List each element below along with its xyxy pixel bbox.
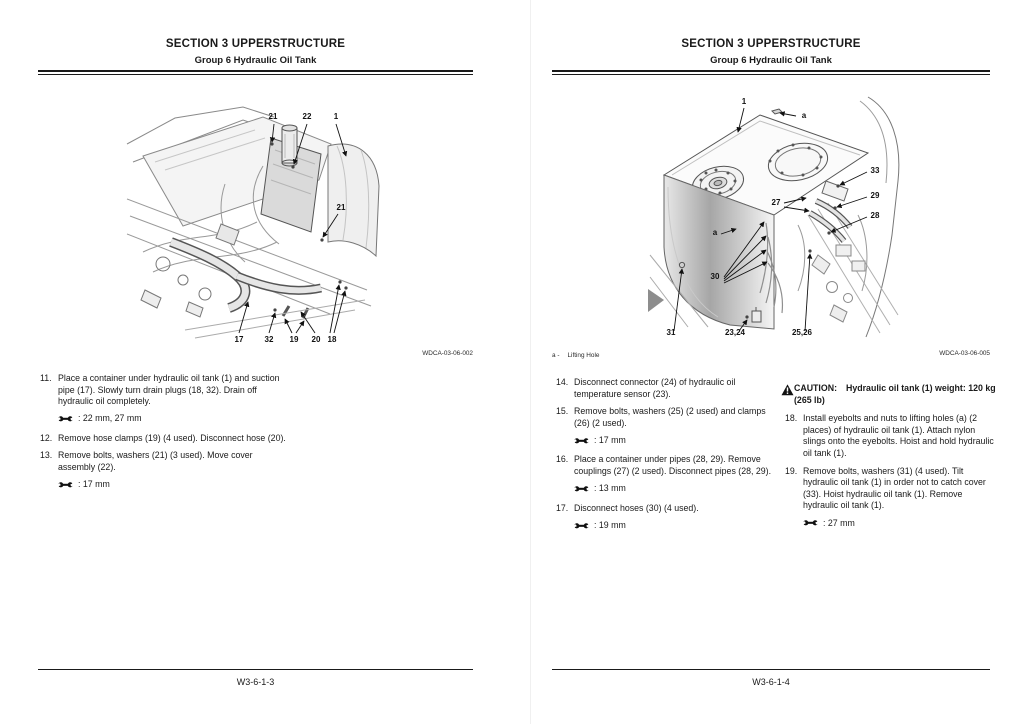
wrench-icon	[803, 519, 818, 527]
right-header-rule	[552, 70, 990, 75]
callout-label: 31	[666, 328, 676, 337]
right-page-steps-col2	[785, 383, 997, 537]
caution-text: Hydraulic oil tank (1) weight: 120 kg (265 lb)	[794, 383, 996, 405]
left-header-rule	[38, 70, 473, 75]
callout-label: 19	[289, 335, 299, 344]
caution-label: CAUTION:	[794, 383, 838, 393]
step-text: Disconnect connector (24) of hydraulic oil temperature sensor (23).	[574, 377, 736, 399]
step-text: Place a container under pipes (28, 29). Remove couplings (27) (2 used). Disconnect pipes (28, 29).	[574, 454, 772, 476]
callout-label: 22	[302, 112, 312, 121]
left-page-group-title: Group 6 Hydraulic Oil Tank	[194, 55, 317, 66]
step-text: Remove bolts, washers (31) (4 used). Tilt hydraulic oil tank (1) in order not to catch cover (33). Hoist hydraulic oil tank (1). Remove hydraulic oil tank (1).	[803, 465, 986, 511]
step-text: Install eyebolts and nuts to lifting holes (a) (2 places) of hydraulic oil tank (1). Attach nylon slings onto the eyebolts. Hoist and hold hydraulic oil tank (1).	[803, 413, 994, 458]
tool-size-row	[574, 484, 778, 495]
tool-size-text: : 17 mm	[78, 479, 110, 490]
callout-label: 18	[327, 335, 337, 344]
callout-label: 30	[710, 272, 720, 281]
left-footer-rule	[38, 669, 473, 670]
callout-label: 29	[870, 191, 880, 200]
right-figure-code: WDCA-03-06-005	[939, 350, 990, 357]
step-number: 17.	[556, 502, 569, 513]
callout-label: 32	[264, 335, 274, 344]
step-18	[785, 413, 997, 459]
right-figure	[648, 95, 908, 345]
tool-size-text: : 19 mm	[594, 519, 626, 530]
right-page-number: W3-6-1-4	[752, 677, 790, 687]
tool-size-text: : 17 mm	[594, 435, 626, 446]
legend-key: a -	[552, 352, 560, 359]
step-number: 12.	[40, 432, 53, 443]
callout-label: 17	[234, 335, 244, 344]
callout-label: 25,26	[791, 328, 813, 337]
legend-value: Lifting Hole	[567, 352, 600, 359]
tool-size-row	[803, 518, 997, 529]
step-11	[40, 373, 292, 408]
callout-label: 28	[870, 211, 880, 220]
step-number: 19.	[785, 465, 798, 476]
step-text: Remove bolts, washers (21) (3 used). Move cover assembly (22).	[58, 450, 253, 472]
right-page-group-title: Group 6 Hydraulic Oil Tank	[710, 55, 832, 66]
tool-size-row	[574, 435, 778, 446]
step-text: Place a container under hydraulic oil tank (1) and suction pipe (17). Slowly turn drain plugs (18, 32). Drain off hydraulic oil completely.	[58, 373, 280, 407]
callout-label: 27	[771, 198, 781, 207]
step-number: 14.	[556, 377, 569, 387]
step-15	[556, 406, 778, 429]
step-13	[40, 450, 292, 473]
step-number: 15.	[556, 406, 569, 417]
figure-legend	[552, 352, 599, 359]
wrench-icon	[574, 522, 589, 530]
right-figure-art	[648, 95, 908, 345]
step-12	[40, 433, 292, 445]
callout-label: 33	[870, 166, 880, 175]
callout-label: 1	[741, 97, 747, 106]
tool-size-text: : 22 mm, 27 mm	[78, 413, 142, 424]
step-text: Remove hose clamps (19) (4 used). Disconnect hose (20).	[58, 432, 286, 443]
callout-label: 21	[268, 112, 278, 121]
callout-label: a	[712, 228, 718, 237]
caution-block	[785, 383, 997, 406]
tool-size-row	[574, 520, 778, 531]
callout-label: 20	[311, 335, 321, 344]
tool-size-text: : 27 mm	[823, 517, 855, 528]
callout-label: a	[801, 111, 807, 120]
page-seam	[530, 0, 531, 724]
left-figure-code: WDCA-03-06-002	[422, 350, 473, 357]
step-number: 16.	[556, 454, 569, 465]
step-14	[556, 377, 778, 400]
wrench-icon	[58, 415, 73, 423]
left-figure-art	[125, 104, 391, 348]
step-number: 11.	[40, 373, 52, 383]
tool-size-text: : 13 mm	[594, 483, 626, 494]
tool-size-row	[58, 414, 292, 425]
left-page-number: W3-6-1-3	[236, 677, 275, 687]
wrench-icon	[574, 437, 589, 445]
right-page-section-title: SECTION 3 UPPERSTRUCTURE	[681, 38, 861, 50]
callout-label: 23,24	[724, 328, 746, 337]
callout-label: 1	[333, 112, 339, 121]
wrench-icon	[58, 481, 73, 489]
step-16	[556, 454, 778, 477]
right-footer-rule	[552, 669, 990, 670]
warning-triangle-icon	[781, 384, 794, 396]
left-page-steps	[40, 373, 292, 499]
left-figure	[125, 104, 391, 348]
step-text: Remove bolts, washers (25) (2 used) and clamps (26) (2 used).	[574, 406, 766, 428]
right-page-steps-col1	[556, 377, 778, 539]
left-page-section-title: SECTION 3 UPPERSTRUCTURE	[165, 38, 346, 50]
step-19	[785, 466, 997, 512]
step-number: 18.	[785, 413, 798, 424]
step-17	[556, 503, 778, 515]
tool-size-row	[58, 480, 292, 491]
step-text: Disconnect hoses (30) (4 used).	[574, 502, 699, 513]
callout-label: 21	[336, 203, 346, 212]
step-number: 13.	[40, 450, 53, 461]
wrench-icon	[574, 485, 589, 493]
